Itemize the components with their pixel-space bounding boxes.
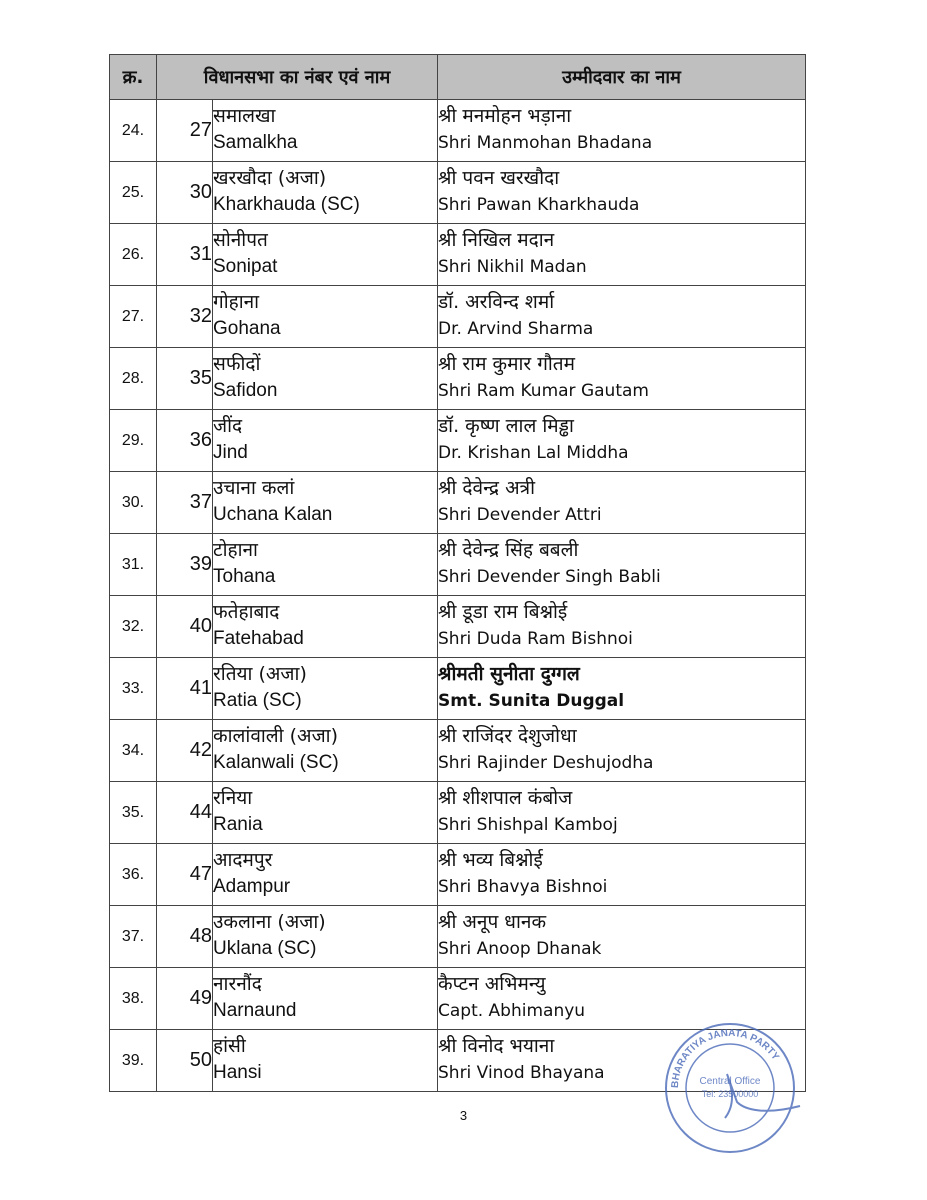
serial-cell: 35. [110,782,157,844]
candidate-name-hindi: श्री राम कुमार गौतम [438,353,576,375]
candidate-name-hindi: डॉ. अरविन्द शर्मा [438,291,555,313]
candidate-name-english: Shri Shishpal Kamboj [438,815,618,835]
candidate-name-hindi: श्री देवेन्द्र सिंह बबली [438,539,579,561]
serial-cell: 36. [110,844,157,906]
constituency-name-cell [213,410,438,472]
constituency-name-english: Samalkha [213,132,298,153]
candidate-name-english: Shri Anoop Dhanak [438,939,602,959]
table-row [110,286,806,348]
candidate-name-english: Shri Devender Singh Babli [438,567,661,587]
constituency-number-cell: 39 [157,534,213,596]
constituency-number-cell: 31 [157,224,213,286]
candidate-name-hindi: श्री निखिल मदान [438,229,555,251]
constituency-name-english: Uchana Kalan [213,504,333,525]
constituency-name-cell [213,720,438,782]
constituency-name-english: Safidon [213,380,278,401]
constituency-name-hindi: समालखा [213,105,276,127]
constituency-name-hindi: उचाना कलां [213,477,295,499]
serial-cell: 39. [110,1030,157,1092]
constituency-name-english: Kharkhauda (SC) [213,194,360,215]
serial-cell: 24. [110,100,157,162]
constituency-name-cell [213,472,438,534]
table-row [110,410,806,472]
constituency-name-cell [213,1030,438,1092]
constituency-name-english: Rania [213,814,263,835]
serial-cell: 28. [110,348,157,410]
candidate-name-cell [438,782,806,844]
candidate-name-cell [438,906,806,968]
serial-cell: 34. [110,720,157,782]
constituency-name-hindi: रनिया [213,787,253,809]
candidate-name-english: Shri Devender Attri [438,505,602,525]
table-row [110,534,806,596]
constituency-name-cell [213,658,438,720]
table-row [110,162,806,224]
serial-cell: 32. [110,596,157,658]
candidate-name-hindi: श्रीमती सुनीता दुग्गल [438,663,580,685]
table-row [110,720,806,782]
constituency-number-cell: 42 [157,720,213,782]
header-constituency: विधानसभा का नंबर एवं नाम [157,55,438,100]
header-candidate: उम्मीदवार का नाम [438,55,806,100]
constituency-number-cell: 27 [157,100,213,162]
candidate-name-hindi: श्री पवन खरखौदा [438,167,560,189]
seal-label: Central Office [699,1076,761,1087]
constituency-name-hindi: फतेहाबाद [213,601,280,623]
table-row [110,224,806,286]
constituency-name-cell [213,534,438,596]
serial-cell: 31. [110,534,157,596]
candidate-name-hindi: श्री विनोद भयाना [438,1035,555,1057]
candidate-name-hindi: डॉ. कृष्ण लाल मिड्ढा [438,415,574,437]
constituency-number-cell: 49 [157,968,213,1030]
candidate-name-cell [438,162,806,224]
constituency-name-english: Jind [213,442,248,463]
candidate-name-cell [438,286,806,348]
candidate-name-english: Dr. Krishan Lal Middha [438,443,629,463]
constituency-name-hindi: गोहाना [213,291,260,313]
table-row [110,844,806,906]
constituency-number-cell: 50 [157,1030,213,1092]
candidate-name-cell [438,410,806,472]
page-number: 3 [459,1108,468,1123]
serial-cell: 29. [110,410,157,472]
candidate-name-hindi: श्री भव्य बिश्नोई [438,849,543,871]
seal-tel: Tel: 23500000 [701,1089,759,1099]
header-serial: क्र. [110,55,157,100]
candidate-name-cell [438,348,806,410]
serial-cell: 25. [110,162,157,224]
constituency-number-cell: 40 [157,596,213,658]
constituency-name-cell [213,596,438,658]
candidate-name-cell [438,534,806,596]
serial-cell: 37. [110,906,157,968]
constituency-name-hindi: आदमपुर [213,849,273,871]
constituency-number-cell: 37 [157,472,213,534]
candidate-name-english: Shri Pawan Kharkhauda [438,195,640,215]
constituency-name-cell [213,782,438,844]
constituency-name-hindi: नारनौंद [213,973,262,995]
constituency-name-hindi: रतिया (अजा) [213,663,307,685]
constituency-name-english: Narnaund [213,1000,297,1021]
constituency-number-cell: 36 [157,410,213,472]
candidate-name-english: Shri Vinod Bhayana [438,1063,605,1083]
party-seal-stamp [655,1010,805,1160]
candidate-name-english: Shri Duda Ram Bishnoi [438,629,633,649]
candidate-name-english: Shri Rajinder Deshujodha [438,753,654,773]
constituency-name-cell [213,968,438,1030]
candidate-name-cell [438,844,806,906]
constituency-name-cell [213,906,438,968]
serial-cell: 38. [110,968,157,1030]
constituency-name-english: Uklana (SC) [213,938,317,959]
constituency-number-cell: 30 [157,162,213,224]
constituency-name-cell [213,162,438,224]
candidate-name-english: Capt. Abhimanyu [438,1001,586,1021]
constituency-name-cell [213,224,438,286]
constituency-number-cell: 35 [157,348,213,410]
constituency-name-cell [213,348,438,410]
constituency-name-english: Ratia (SC) [213,690,302,711]
candidate-name-hindi: श्री मनमोहन भड़ाना [438,105,572,127]
table-row [110,782,806,844]
seal-party-name: BHARATIYA JANATA PARTY [669,1027,781,1089]
table-row [110,596,806,658]
candidate-name-hindi: श्री देवेन्द्र अत्री [438,477,535,499]
table-row [110,472,806,534]
constituency-name-english: Sonipat [213,256,278,277]
candidate-name-hindi: श्री शीशपाल कंबोज [438,787,573,809]
constituency-name-cell [213,844,438,906]
constituency-number-cell: 41 [157,658,213,720]
constituency-number-cell: 32 [157,286,213,348]
table-row [110,348,806,410]
constituency-number-cell: 47 [157,844,213,906]
candidate-name-hindi: श्री डूडा राम बिश्नोई [438,601,568,623]
candidate-name-english: Shri Bhavya Bishnoi [438,877,608,897]
candidate-table [109,54,806,1092]
serial-cell: 33. [110,658,157,720]
constituency-name-english: Tohana [213,566,276,587]
constituency-number-cell: 44 [157,782,213,844]
constituency-name-hindi: खरखौदा (अजा) [213,167,327,189]
constituency-name-english: Adampur [213,876,291,897]
constituency-name-hindi: सफीदों [213,353,261,375]
constituency-name-hindi: उकलाना (अजा) [213,911,326,933]
candidate-name-hindi: श्री अनूप धानक [438,911,547,933]
constituency-number-cell: 48 [157,906,213,968]
serial-cell: 27. [110,286,157,348]
constituency-name-english: Kalanwali (SC) [213,752,339,773]
serial-cell: 26. [110,224,157,286]
table-row [110,906,806,968]
constituency-name-hindi: टोहाना [213,539,258,561]
constituency-name-cell [213,286,438,348]
candidate-name-english: Shri Nikhil Madan [438,257,587,277]
constituency-name-cell [213,100,438,162]
candidate-name-english: Smt. Sunita Duggal [438,691,625,711]
table-row [110,658,806,720]
constituency-name-english: Fatehabad [213,628,304,649]
candidate-name-english: Shri Ram Kumar Gautam [438,381,649,401]
constituency-name-hindi: जींद [213,415,243,437]
candidate-name-cell [438,658,806,720]
candidate-name-cell [438,224,806,286]
serial-cell: 30. [110,472,157,534]
constituency-name-english: Gohana [213,318,281,339]
candidate-name-hindi: श्री राजिंदर देशुजोधा [438,725,577,747]
candidate-name-cell [438,472,806,534]
candidate-name-cell [438,100,806,162]
table-row [110,100,806,162]
constituency-name-english: Hansi [213,1062,262,1083]
candidate-name-english: Shri Manmohan Bhadana [438,133,653,153]
candidate-name-cell [438,720,806,782]
constituency-name-hindi: सोनीपत [213,229,268,251]
constituency-name-hindi: कालांवाली (अजा) [213,725,339,747]
candidate-name-english: Dr. Arvind Sharma [438,319,594,339]
candidate-name-cell [438,596,806,658]
candidate-name-hindi: कैप्टन अभिमन्यु [438,973,546,995]
constituency-name-hindi: हांसी [213,1035,246,1057]
table-header-row [110,55,806,100]
